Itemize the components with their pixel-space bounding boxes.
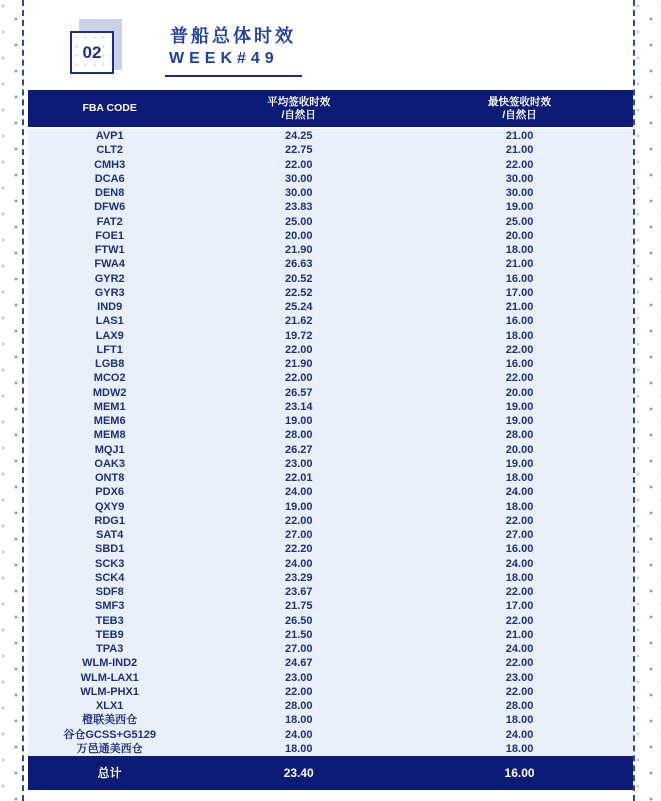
avg-days-cell: 23.14 <box>284 400 313 413</box>
table-row <box>28 528 633 542</box>
total-fastest-days: 16.00 <box>504 766 535 780</box>
table-row <box>28 742 633 756</box>
fba-code-cell: LAS1 <box>95 315 124 328</box>
avg-days-cell: 23.00 <box>284 457 313 470</box>
table-row <box>28 443 633 457</box>
right-dashed-border <box>633 0 635 801</box>
fastest-days-cell: 22.00 <box>505 586 534 598</box>
avg-days-cell: 21.50 <box>284 628 313 641</box>
table-row <box>28 272 633 286</box>
fastest-days-cell: 22.00 <box>505 158 534 171</box>
fastest-days-cell: 22.00 <box>505 614 534 627</box>
fba-code-cell: FTW1 <box>94 244 125 256</box>
fba-code-cell: MDW2 <box>92 386 127 399</box>
fba-code-cell: TPA3 <box>96 643 124 655</box>
table-body <box>28 129 633 756</box>
fba-code-cell: GYR2 <box>94 272 125 285</box>
fastest-days-cell: 30.00 <box>505 172 534 185</box>
table-row <box>28 243 633 257</box>
fastest-days-cell: 21.00 <box>505 144 534 157</box>
fba-code-cell: 橙联美西仓 <box>82 714 138 727</box>
table-row <box>28 314 633 328</box>
table-row <box>28 400 633 414</box>
fba-code-cell: SCK4 <box>95 571 125 584</box>
fastest-days-cell: 18.00 <box>505 244 534 256</box>
fba-code-cell: DCA6 <box>94 172 125 185</box>
table-row <box>28 599 633 613</box>
avg-days-cell: 23.00 <box>284 671 313 684</box>
column-header-line: /自然日 <box>281 108 316 121</box>
table-header-row <box>28 90 633 127</box>
avg-days-cell: 24.00 <box>284 486 313 499</box>
fastest-days-cell: 16.00 <box>505 543 534 556</box>
table-row <box>28 229 633 243</box>
fba-code-cell: TEB3 <box>95 614 124 627</box>
fba-code-cell: GYR3 <box>94 286 125 299</box>
fastest-days-cell: 25.00 <box>505 215 534 228</box>
fastest-days-cell: 18.00 <box>505 571 534 584</box>
table-row <box>28 514 633 528</box>
table-row <box>28 215 633 229</box>
fba-code-cell: MEM8 <box>93 429 126 442</box>
avg-days-cell: 24.25 <box>284 130 313 142</box>
fba-code-cell: MEM6 <box>93 415 126 427</box>
table-row <box>28 628 633 642</box>
fba-code-cell: SBD1 <box>95 543 125 556</box>
table-row <box>28 671 633 685</box>
avg-days-cell: 23.83 <box>284 201 313 214</box>
avg-days-cell: 25.24 <box>284 301 313 313</box>
avg-days-cell: 23.29 <box>284 571 313 584</box>
fastest-days-cell: 27.00 <box>505 529 534 541</box>
fastest-days-cell: 22.00 <box>505 685 534 698</box>
table-row <box>28 656 633 670</box>
table-row <box>28 500 633 514</box>
fastest-days-cell: 24.00 <box>505 643 534 655</box>
fastest-days-cell: 28.00 <box>505 429 534 442</box>
fba-code-cell: FWA4 <box>94 258 125 271</box>
avg-days-cell: 30.00 <box>284 172 313 185</box>
table-row <box>28 257 633 271</box>
table-row <box>28 371 633 385</box>
avg-days-cell: 27.00 <box>284 529 313 541</box>
fba-code-cell: DFW6 <box>94 201 126 214</box>
table-row <box>28 386 633 400</box>
avg-days-cell: 26.57 <box>284 386 313 399</box>
fastest-days-cell: 23.00 <box>505 671 534 684</box>
fastest-days-cell: 21.00 <box>505 130 534 142</box>
avg-days-cell: 22.00 <box>284 343 313 356</box>
fastest-days-cell: 18.00 <box>505 714 534 727</box>
table-row <box>28 329 633 343</box>
table-row <box>28 571 633 585</box>
timeliness-table <box>28 90 633 790</box>
column-header-fba-code <box>28 102 191 115</box>
avg-days-cell: 26.27 <box>284 443 313 456</box>
fastest-days-cell: 18.00 <box>505 742 534 755</box>
avg-days-cell: 19.72 <box>284 329 313 342</box>
table-row <box>28 343 633 357</box>
page-title: 普船总体时效 <box>170 26 296 46</box>
right-dot-pattern <box>635 0 661 801</box>
avg-days-cell: 26.63 <box>284 258 313 271</box>
avg-days-cell: 22.00 <box>284 158 313 171</box>
avg-days-cell: 24.00 <box>284 728 313 741</box>
table-row <box>28 685 633 699</box>
avg-days-cell: 19.00 <box>284 415 313 427</box>
fastest-days-cell: 22.00 <box>505 343 534 356</box>
column-header-line: /自然日 <box>502 108 537 121</box>
fastest-days-cell: 20.00 <box>505 386 534 399</box>
table-row <box>28 542 633 556</box>
fastest-days-cell: 17.00 <box>505 286 534 299</box>
avg-days-cell: 18.00 <box>284 714 313 727</box>
avg-days-cell: 22.00 <box>284 514 313 527</box>
column-header-fastest-days <box>406 96 633 122</box>
total-label: 总计 <box>97 766 122 780</box>
fba-code-cell: LAX9 <box>95 329 124 342</box>
table-row <box>28 557 633 571</box>
section-number: 02 <box>82 42 102 62</box>
fba-code-cell: MQJ1 <box>94 443 125 456</box>
avg-days-cell: 22.00 <box>284 372 313 385</box>
fba-code-cell: 谷仓GCSS+G5129 <box>63 728 156 741</box>
fba-code-cell: LFT1 <box>96 343 123 356</box>
fba-code-cell: 万邑通美西仓 <box>76 742 143 755</box>
table-row <box>28 585 633 599</box>
fastest-days-cell: 22.00 <box>505 657 534 670</box>
avg-days-cell: 21.75 <box>284 600 313 613</box>
column-header-line: 最快签收时效 <box>488 95 552 108</box>
avg-days-cell: 28.00 <box>284 700 313 712</box>
avg-days-cell: 20.52 <box>284 272 313 285</box>
fba-code-cell: MCO2 <box>93 372 126 385</box>
fba-code-cell: FAT2 <box>96 215 123 228</box>
avg-days-cell: 22.20 <box>284 543 313 556</box>
fastest-days-cell: 18.00 <box>505 329 534 342</box>
fastest-days-cell: 30.00 <box>505 187 534 199</box>
table-row <box>28 713 633 727</box>
fba-code-cell: FOE1 <box>95 229 125 242</box>
column-header-line: FBA CODE <box>82 102 137 114</box>
fba-code-cell: XLX1 <box>95 700 124 712</box>
table-row <box>28 457 633 471</box>
fba-code-cell: WLM-PHX1 <box>80 685 139 698</box>
avg-days-cell: 27.00 <box>284 643 313 655</box>
fastest-days-cell: 17.00 <box>505 600 534 613</box>
avg-days-cell: 22.01 <box>284 472 313 484</box>
avg-days-cell: 21.62 <box>284 315 313 328</box>
avg-days-cell: 19.00 <box>284 500 313 513</box>
fastest-days-cell: 16.00 <box>505 315 534 328</box>
table-row <box>28 286 633 300</box>
fastest-days-cell: 18.00 <box>505 472 534 484</box>
avg-days-cell: 20.00 <box>284 229 313 242</box>
fastest-days-cell: 19.00 <box>505 457 534 470</box>
avg-days-cell: 22.00 <box>284 685 313 698</box>
fba-code-cell: QXY9 <box>94 500 125 513</box>
left-dot-pattern <box>0 0 22 801</box>
column-header-line: 平均签收时效 <box>267 95 331 108</box>
table-row <box>28 129 633 143</box>
table-row <box>28 414 633 428</box>
fastest-days-cell: 20.00 <box>505 229 534 242</box>
fba-code-cell: SMF3 <box>95 600 125 613</box>
fba-code-cell: AVP1 <box>95 130 124 142</box>
table-row <box>28 642 633 656</box>
table-row <box>28 471 633 485</box>
table-row <box>28 614 633 628</box>
fastest-days-cell: 22.00 <box>505 372 534 385</box>
fba-code-cell: WLM-IND2 <box>82 657 138 670</box>
fastest-days-cell: 28.00 <box>505 700 534 712</box>
table-row <box>28 699 633 713</box>
table-row <box>28 728 633 742</box>
week-label: WEEK#49 <box>169 50 279 67</box>
fba-code-cell: SAT4 <box>96 529 124 541</box>
fba-code-cell: SDF8 <box>95 586 124 598</box>
column-header-avg-days <box>191 96 406 122</box>
fba-code-cell: ONT8 <box>95 472 125 484</box>
fastest-days-cell: 19.00 <box>505 415 534 427</box>
fba-code-cell: OAK3 <box>94 457 125 470</box>
fastest-days-cell: 24.00 <box>505 557 534 570</box>
fba-code-cell: CLT2 <box>96 144 124 157</box>
fastest-days-cell: 19.00 <box>505 201 534 214</box>
fastest-days-cell: 18.00 <box>505 500 534 513</box>
fastest-days-cell: 24.00 <box>505 486 534 499</box>
fba-code-cell: TEB9 <box>95 628 124 641</box>
fba-code-cell: WLM-LAX1 <box>80 671 139 684</box>
fastest-days-cell: 19.00 <box>505 400 534 413</box>
fba-code-cell: MEM1 <box>93 400 126 413</box>
table-row <box>28 200 633 214</box>
fastest-days-cell: 20.00 <box>505 443 534 456</box>
table-total-row <box>28 756 633 790</box>
fastest-days-cell: 16.00 <box>505 272 534 285</box>
avg-days-cell: 18.00 <box>284 742 313 755</box>
section-number-badge <box>70 31 114 74</box>
avg-days-cell: 23.67 <box>284 586 313 598</box>
fastest-days-cell: 16.00 <box>505 358 534 370</box>
table-row <box>28 428 633 442</box>
avg-days-cell: 21.90 <box>284 244 313 256</box>
table-row <box>28 186 633 200</box>
avg-days-cell: 24.67 <box>284 657 313 670</box>
fastest-days-cell: 21.00 <box>505 628 534 641</box>
fba-code-cell: IND9 <box>97 301 123 313</box>
table-row <box>28 300 633 314</box>
total-avg-days: 23.40 <box>283 766 314 780</box>
fba-code-cell: DEN8 <box>95 187 125 199</box>
table-row <box>28 158 633 172</box>
fastest-days-cell: 24.00 <box>505 728 534 741</box>
fastest-days-cell: 22.00 <box>505 514 534 527</box>
avg-days-cell: 25.00 <box>284 215 313 228</box>
fba-code-cell: PDX6 <box>95 486 125 499</box>
avg-days-cell: 21.90 <box>284 358 313 370</box>
fastest-days-cell: 21.00 <box>505 258 534 271</box>
avg-days-cell: 28.00 <box>284 429 313 442</box>
avg-days-cell: 30.00 <box>284 187 313 199</box>
avg-days-cell: 22.75 <box>284 144 313 157</box>
table-row <box>28 172 633 186</box>
left-dashed-border <box>22 0 24 801</box>
fba-code-cell: SCK3 <box>95 557 125 570</box>
table-row <box>28 143 633 157</box>
fba-code-cell: RDG1 <box>94 514 125 527</box>
avg-days-cell: 22.52 <box>284 286 313 299</box>
table-row <box>28 485 633 499</box>
table-row <box>28 357 633 371</box>
fastest-days-cell: 21.00 <box>505 301 534 313</box>
avg-days-cell: 24.00 <box>284 557 313 570</box>
fba-code-cell: LGB8 <box>95 358 125 370</box>
avg-days-cell: 26.50 <box>284 614 313 627</box>
title-underline <box>165 75 302 77</box>
fba-code-cell: CMH3 <box>94 158 126 171</box>
